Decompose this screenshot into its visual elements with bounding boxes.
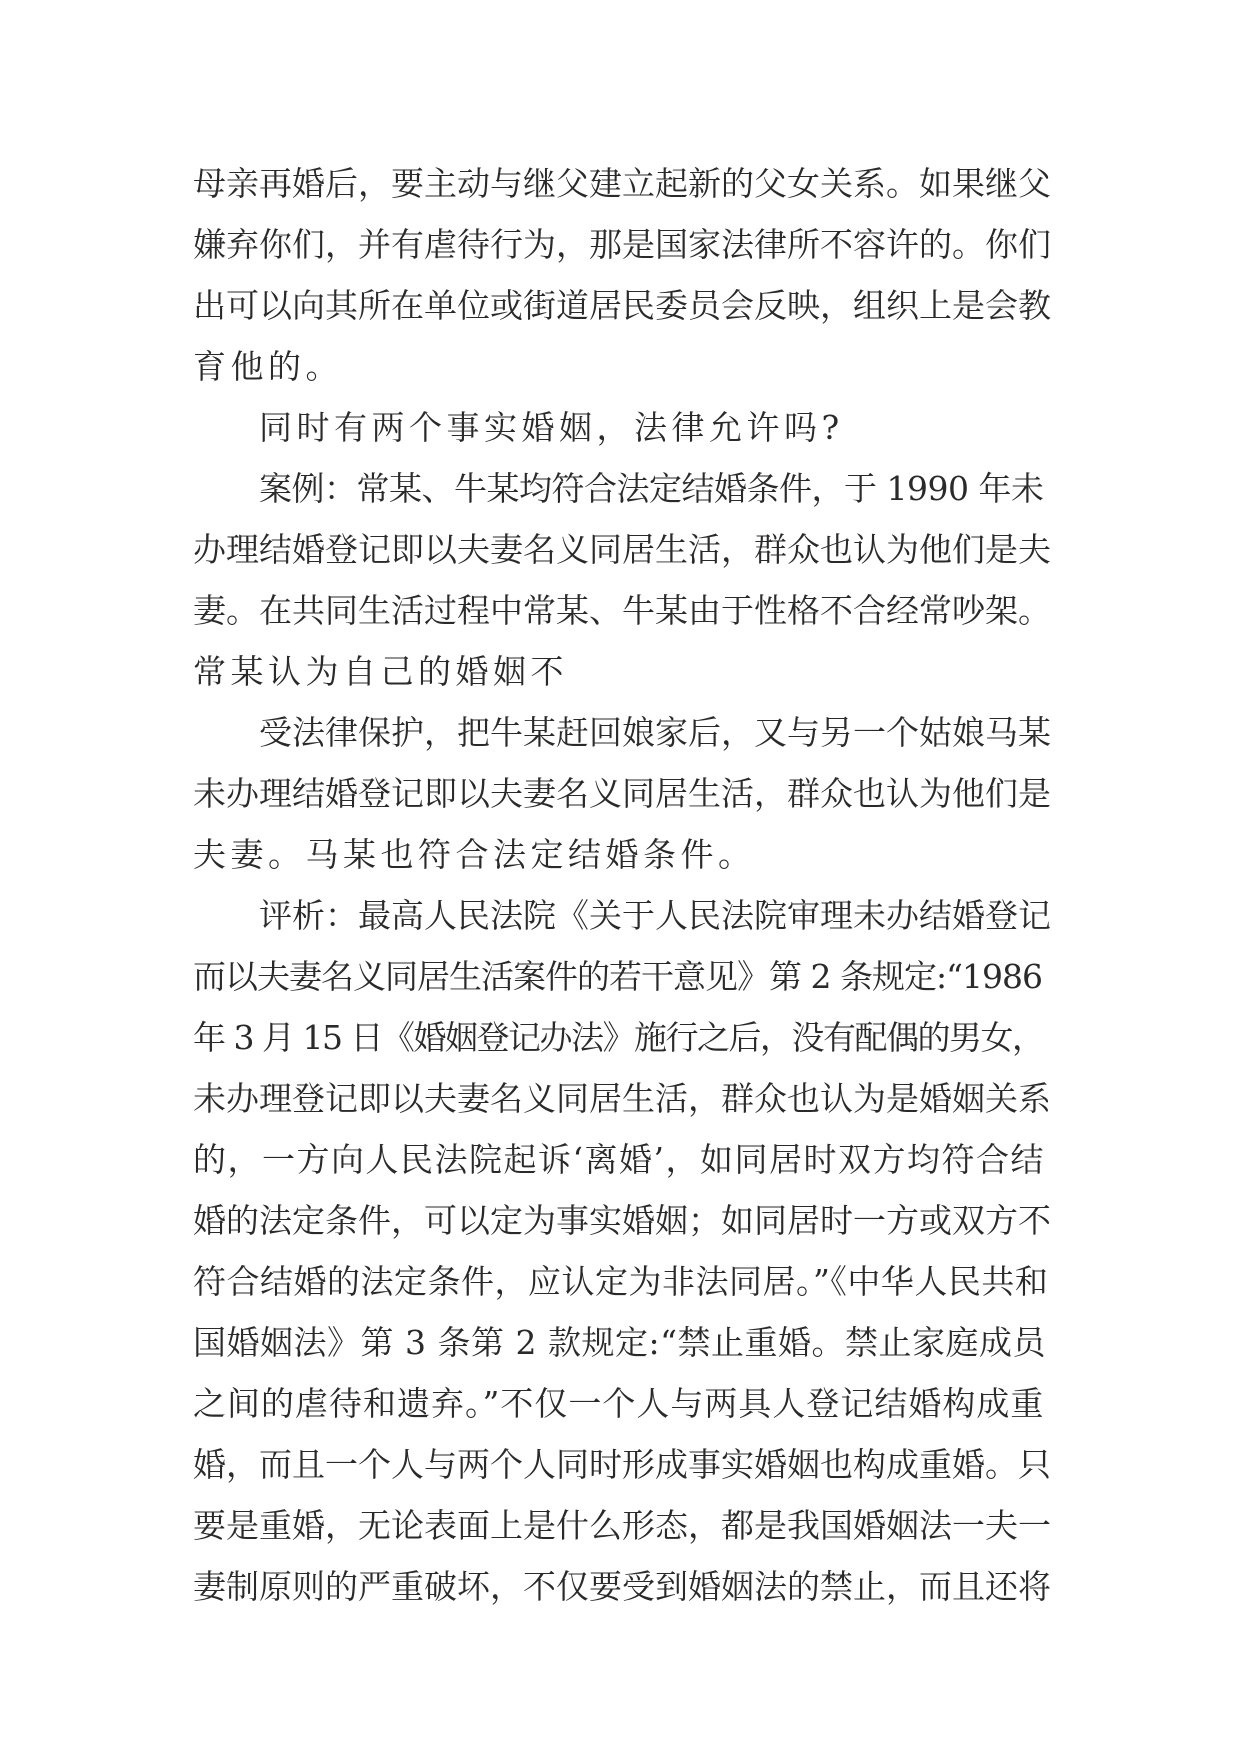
text-line: 母亲再婚后，要主动与继父建立起新的父女关系。如果继父 xyxy=(193,164,1051,203)
text-line: 夫妻。马某也符合法定结婚条件。 xyxy=(193,835,756,874)
text-line: 婚，而且一个人与两个人同时形成事实婚姻也构成重婚。只 xyxy=(193,1445,1051,1484)
text-line: 未办理结婚登记即以夫妻名义同居生活，群众也认为他们是 xyxy=(193,774,1051,813)
text-line: 而以夫妻名义同居生活案件的若干意见》第 2 条规定:“1986 xyxy=(193,957,1042,996)
text-line: 嫌弃你们，并有虐待行为，那是国家法律所不容许的。你们 xyxy=(193,225,1051,264)
text-line: 符合结婚的法定条件，应认定为非法同居。”《中华人民共和 xyxy=(193,1262,1049,1301)
text-line: 出可以向其所在单位或街道居民委员会反映，组织上是会教 xyxy=(193,286,1051,325)
text-line: 办理结婚登记即以夫妻名义同居生活，群众也认为他们是夫 xyxy=(193,530,1051,569)
text-line: 评析：最高人民法院《关于人民法院审理未办结婚登记 xyxy=(259,896,1051,935)
text-line: 妻制原则的严重破坏，不仅要受到婚姻法的禁止，而且还将 xyxy=(193,1567,1051,1606)
text-line: 常某认为自己的婚姻不 xyxy=(193,652,568,691)
text-line: 同时有两个事实婚姻，法律允许吗? xyxy=(259,408,844,447)
text-line: 年 3 月 15 日《婚姻登记办法》施行之后，没有配偶的男女， xyxy=(193,1018,1044,1057)
text-line: 婚的法定条件，可以定为事实婚姻；如同居时一方或双方不 xyxy=(193,1201,1051,1240)
document-body xyxy=(193,153,1053,1617)
text-line: 受法律保护，把牛某赶回娘家后，又与另一个姑娘马某 xyxy=(259,713,1051,752)
text-line: 国婚姻法》第 3 条第 2 款规定:“禁止重婚。禁止家庭成员 xyxy=(193,1323,1046,1362)
text-line: 未办理登记即以夫妻名义同居生活，群众也认为是婚姻关系 xyxy=(193,1079,1051,1118)
text-line: 要是重婚，无论表面上是什么形态，都是我国婚姻法一夫一 xyxy=(193,1506,1051,1545)
text-line: 案例：常某、牛某均符合法定结婚条件，于 1990 年未 xyxy=(259,469,1044,508)
text-line: 的，一方向人民法院起诉‘离婚’，如同居时双方均符合结 xyxy=(193,1140,1045,1179)
text-line: 妻。在共同生活过程中常某、牛某由于性格不合经常吵架。 xyxy=(193,591,1051,630)
text-line: 育他的。 xyxy=(193,347,343,386)
text-line: 之间的虐待和遗弃。”不仅一个人与两具人登记结婚构成重 xyxy=(193,1384,1045,1423)
